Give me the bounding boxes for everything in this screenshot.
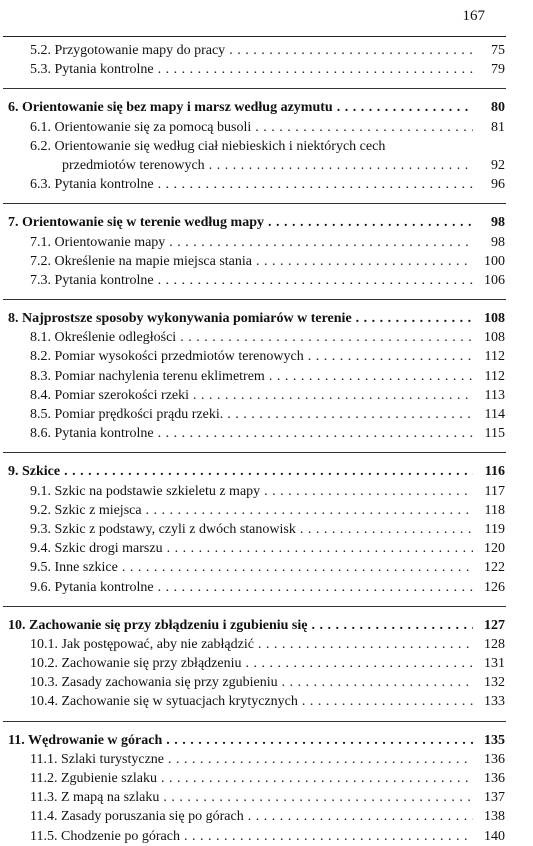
toc-entry-title: 6.3. Pytania kontrolne . . . bbox=[0, 175, 473, 194]
toc-chapter-entry bbox=[0, 98, 533, 117]
toc-entry-page: 108 bbox=[475, 309, 505, 328]
toc-entry-title: 11.3. Z mapą na szlaku . . . bbox=[0, 788, 473, 807]
toc-entry-page: 132 bbox=[475, 673, 505, 692]
toc-entry-page: 75 bbox=[475, 41, 505, 60]
toc-entry-title: 9.5. Inne szkice . . . bbox=[0, 558, 473, 577]
section-divider bbox=[3, 203, 506, 204]
toc-entry-title: przedmiotów terenowych . . . bbox=[0, 156, 473, 175]
toc-entry bbox=[0, 578, 533, 597]
toc-entry bbox=[0, 328, 533, 347]
toc-chapter-entry bbox=[0, 213, 533, 232]
toc-entry bbox=[0, 673, 533, 692]
toc-entry bbox=[0, 233, 533, 252]
toc-entry-page: 112 bbox=[475, 347, 505, 366]
table-of-contents bbox=[0, 41, 533, 846]
toc-entry bbox=[0, 405, 533, 424]
toc-entry-title: 11.1. Szlaki turystyczne . . . bbox=[0, 750, 473, 769]
toc-entry-title: 8.6. Pytania kontrolne . . . bbox=[0, 424, 473, 443]
toc-entry bbox=[0, 252, 533, 271]
toc-entry-title: 8.4. Pomiar szerokości rzeki . . . bbox=[0, 386, 473, 405]
toc-entry-page: 98 bbox=[475, 213, 505, 232]
toc-entry-page: 81 bbox=[475, 118, 505, 137]
toc-entry bbox=[0, 692, 533, 711]
toc-entry-title: 7.1. Orientowanie mapy . . . bbox=[0, 233, 473, 252]
section-divider bbox=[3, 452, 506, 453]
toc-entry-page: 118 bbox=[475, 501, 505, 520]
toc-entry-page: 106 bbox=[475, 271, 505, 290]
toc-entry-page: 136 bbox=[475, 750, 505, 769]
page-number: 167 bbox=[462, 8, 485, 24]
toc-entry-title: 7.2. Określenie na mapie miejsca stania . . . bbox=[0, 252, 473, 271]
toc-entry-page: 100 bbox=[475, 252, 505, 271]
toc-entry-title: 9.1. Szkic na podstawie szkieletu z mapy . . . bbox=[0, 482, 473, 501]
toc-entry-page: 114 bbox=[475, 405, 505, 424]
toc-entry-page: 140 bbox=[475, 827, 505, 846]
toc-chapter-entry bbox=[0, 731, 533, 750]
toc-entry bbox=[0, 156, 533, 175]
toc-entry-page: 127 bbox=[475, 616, 505, 635]
toc-entry-title: 8.5. Pomiar prędkości prądu rzeki. . . . bbox=[0, 405, 473, 424]
toc-entry bbox=[0, 424, 533, 443]
toc-chapter-entry bbox=[0, 616, 533, 635]
toc-entry-title: 11.2. Zgubienie szlaku . . . bbox=[0, 769, 473, 788]
toc-entry-title: 9.4. Szkic drogi marszu . . . bbox=[0, 539, 473, 558]
toc-entry-title: 8.3. Pomiar nachylenia terenu eklimetrem . . . bbox=[0, 367, 473, 386]
toc-entry-title: 8.2. Pomiar wysokości przedmiotów terenowych . . . bbox=[0, 347, 473, 366]
toc-entry bbox=[0, 60, 533, 79]
toc-entry bbox=[0, 271, 533, 290]
header-rule bbox=[3, 36, 506, 37]
section-divider bbox=[3, 88, 506, 89]
toc-entry bbox=[0, 175, 533, 194]
toc-entry-title: 11.4. Zasady poruszania się po górach . . . bbox=[0, 807, 473, 826]
toc-entry-page: 116 bbox=[475, 462, 505, 481]
toc-entry-page: 92 bbox=[475, 156, 505, 175]
toc-entry bbox=[0, 367, 533, 386]
toc-entry-title: 10.3. Zasady zachowania się przy zgubieniu . . . bbox=[0, 673, 473, 692]
section-divider bbox=[3, 299, 506, 300]
toc-entry-page: 113 bbox=[475, 386, 505, 405]
toc-entry-page: 96 bbox=[475, 175, 505, 194]
toc-entry bbox=[0, 750, 533, 769]
section-divider bbox=[3, 606, 506, 607]
toc-entry-title: 8.1. Określenie odległości . . . bbox=[0, 328, 473, 347]
toc-entry-title: 11.5. Chodzenie po górach . . . bbox=[0, 827, 473, 846]
toc-entry-title: 6.2. Orientowanie się według ciał niebieskich i niektórych cech bbox=[30, 138, 386, 154]
toc-entry-title: 8. Najprostsze sposoby wykonywania pomiarów w terenie . . . bbox=[0, 309, 473, 328]
toc-entry-page: 122 bbox=[475, 558, 505, 577]
toc-entry-page: 120 bbox=[475, 539, 505, 558]
toc-entry-title: 11. Wędrowanie w górach . . . bbox=[0, 731, 473, 750]
toc-entry-page: 79 bbox=[475, 60, 505, 79]
toc-entry bbox=[0, 482, 533, 501]
toc-entry-title: 10.2. Zachowanie się przy zbłądzeniu . . . bbox=[0, 654, 473, 673]
toc-chapter-entry bbox=[0, 309, 533, 328]
toc-entry-page: 135 bbox=[475, 731, 505, 750]
toc-entry bbox=[0, 41, 533, 60]
toc-entry-page: 137 bbox=[475, 788, 505, 807]
toc-entry bbox=[0, 654, 533, 673]
toc-entry-page: 131 bbox=[475, 654, 505, 673]
toc-entry-page: 112 bbox=[475, 367, 505, 386]
toc-entry-page: 115 bbox=[475, 424, 505, 443]
toc-chapter-entry bbox=[0, 462, 533, 481]
toc-entry-title: 10.4. Zachowanie się w sytuacjach krytycznych . . . bbox=[0, 692, 473, 711]
toc-entry bbox=[0, 558, 533, 577]
toc-entry-title: 9. Szkice . . . bbox=[0, 462, 473, 481]
toc-entry bbox=[0, 137, 533, 156]
toc-entry bbox=[0, 501, 533, 520]
toc-entry-page: 136 bbox=[475, 769, 505, 788]
toc-entry-title: 6. Orientowanie się bez mapy i marsz według azymutu . . . bbox=[0, 98, 473, 117]
toc-entry-title: 10. Zachowanie się przy zbłądzeniu i zgubieniu się . . . bbox=[0, 616, 473, 635]
toc-entry-title: 7. Orientowanie się w terenie według mapy . . . bbox=[0, 213, 473, 232]
toc-entry-title: 9.2. Szkic z miejsca . . . bbox=[0, 501, 473, 520]
toc-entry-title: 9.3. Szkic z podstawy, czyli z dwóch stanowisk . . . bbox=[0, 520, 473, 539]
toc-entry bbox=[0, 347, 533, 366]
toc-entry bbox=[0, 386, 533, 405]
toc-entry-page: 98 bbox=[475, 233, 505, 252]
toc-entry-title: 5.3. Pytania kontrolne . . . bbox=[0, 60, 473, 79]
toc-entry-title: 9.6. Pytania kontrolne . . . bbox=[0, 578, 473, 597]
toc-entry bbox=[0, 520, 533, 539]
section-divider bbox=[3, 721, 506, 722]
toc-entry bbox=[0, 635, 533, 654]
toc-entry bbox=[0, 118, 533, 137]
toc-entry-title: 7.3. Pytania kontrolne . . . bbox=[0, 271, 473, 290]
toc-entry-page: 80 bbox=[475, 98, 505, 117]
toc-entry-title: 6.1. Orientowanie się za pomocą busoli . . . bbox=[0, 118, 473, 137]
toc-entry-page: 133 bbox=[475, 692, 505, 711]
toc-entry bbox=[0, 769, 533, 788]
toc-entry-page: 108 bbox=[475, 328, 505, 347]
toc-entry bbox=[0, 539, 533, 558]
toc-entry bbox=[0, 807, 533, 826]
toc-entry-page: 126 bbox=[475, 578, 505, 597]
toc-entry-page: 138 bbox=[475, 807, 505, 826]
toc-entry-page: 119 bbox=[475, 520, 505, 539]
toc-entry-title: 10.1. Jak postępować, aby nie zabłądzić . . . bbox=[0, 635, 473, 654]
toc-entry-title: 5.2. Przygotowanie mapy do pracy . . . bbox=[0, 41, 473, 60]
toc-entry bbox=[0, 827, 533, 846]
toc-entry-page: 128 bbox=[475, 635, 505, 654]
toc-entry-page: 117 bbox=[475, 482, 505, 501]
toc-entry bbox=[0, 788, 533, 807]
